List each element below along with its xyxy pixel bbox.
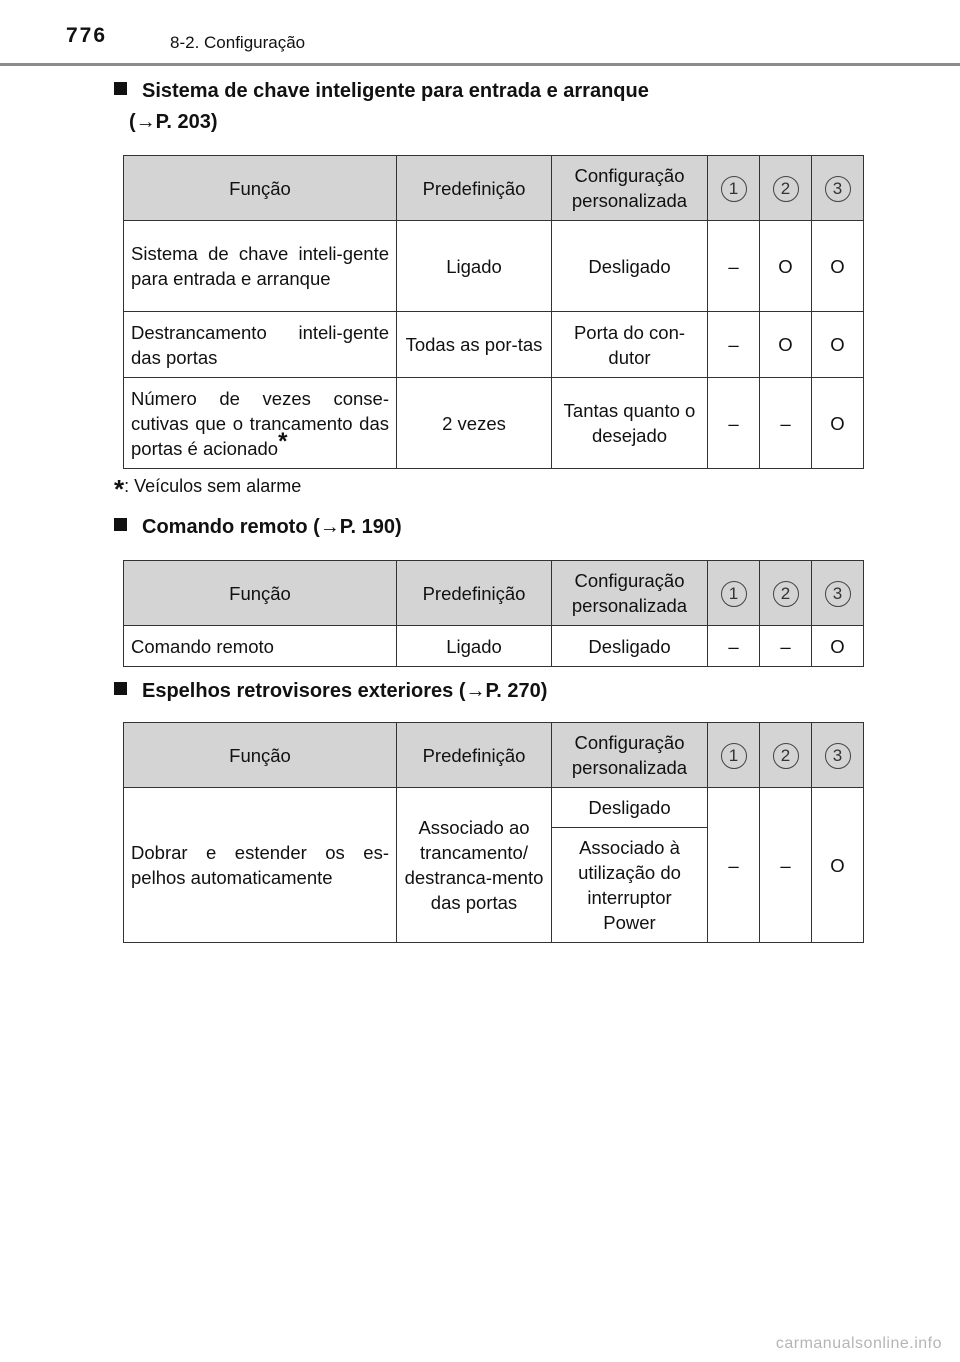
table-row: Associado à utilização do interruptor Power [124, 828, 864, 943]
heading-remote-title: Comando remoto (→P. 190) [142, 516, 402, 538]
circled-2-icon: 2 [773, 743, 799, 769]
asterisk-marker: * [278, 427, 288, 455]
page-number: 776 [66, 24, 108, 47]
circled-1-icon: 1 [721, 176, 747, 202]
circled-3-icon: 3 [825, 743, 851, 769]
heading-smart-key [114, 76, 649, 138]
table-smart-key [123, 155, 864, 469]
header-custom: Configuração personalizada [552, 561, 708, 626]
square-bullet-icon [114, 518, 127, 531]
header-default: Predefinição [397, 723, 552, 788]
circled-2-icon: 2 [773, 176, 799, 202]
table-remote [123, 560, 864, 667]
header-function: Função [124, 156, 397, 221]
heading-remote [114, 512, 402, 543]
heading-smart-key-ref: (→P. 203) [129, 111, 218, 133]
circled-3-icon: 3 [825, 581, 851, 607]
watermark: carmanualsonline.info [775, 1335, 942, 1352]
footnote-text: : Veículos sem alarme [124, 476, 302, 496]
circled-2-icon: 2 [773, 581, 799, 607]
section-title: 8-2. Configuração [170, 33, 306, 52]
table-header-row [124, 156, 864, 221]
header-default: Predefinição [397, 156, 552, 221]
page-header [0, 0, 960, 66]
footnote-asterisk: * [114, 474, 125, 504]
header-function: Função [124, 723, 397, 788]
circled-3-icon: 3 [825, 176, 851, 202]
table-row: Destrancamento inteli-gente das portas Todas as por-tas Porta do con-dutor – O O [124, 312, 864, 378]
table-row: Comando remoto Ligado Desligado – – O [124, 626, 864, 667]
heading-mirrors [114, 676, 547, 707]
table-row: Número de vezes conse-cutivas que o trancamento das portas é acionado* 2 vezes Tantas quanto o desejado – – O [124, 378, 864, 469]
header-custom: Configuração personalizada [552, 156, 708, 221]
square-bullet-icon [114, 82, 127, 95]
header-rule [0, 63, 960, 66]
square-bullet-icon [114, 682, 127, 695]
heading-smart-key-title: Sistema de chave inteligente para entrada e arranque [142, 80, 649, 102]
table-mirrors [123, 722, 864, 943]
header-function: Função [124, 561, 397, 626]
header-default: Predefinição [397, 561, 552, 626]
circled-1-icon: 1 [721, 743, 747, 769]
header-custom: Configuração personalizada [552, 723, 708, 788]
footnote [114, 474, 301, 505]
table-row: Sistema de chave inteli-gente para entrada e arranque Ligado Desligado – O O [124, 221, 864, 312]
circled-1-icon: 1 [721, 581, 747, 607]
table-header-row [124, 561, 864, 626]
table-header-row [124, 723, 864, 788]
heading-mirrors-title: Espelhos retrovisores exteriores (→P. 270) [142, 680, 548, 702]
table-row: Dobrar e estender os es-pelhos automaticamente Associado ao trancamento/ destranca-mento das portas Desligado – – O [124, 788, 864, 828]
